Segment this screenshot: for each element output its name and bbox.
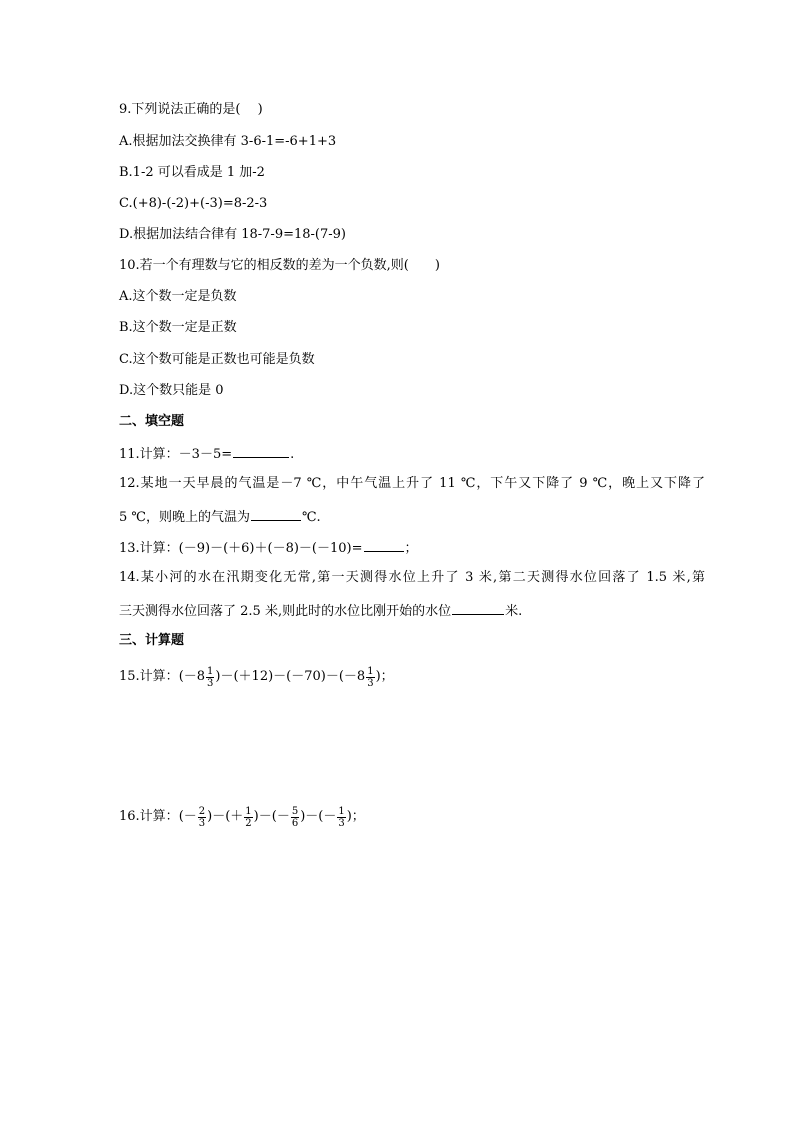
question-11-text: 11.计算：－3－5= (119, 447, 233, 462)
term-close: ) (215, 669, 221, 684)
question-9-option-c: C.(+8)-(-2)+(-3)=8-2-3 (119, 196, 268, 211)
document-page (119, 0, 709, 1123)
question-14-suffix: 米. (505, 604, 523, 619)
question-12-line-2 (119, 508, 321, 526)
term-open: (－ (271, 809, 290, 824)
question-11-suffix: . (290, 447, 295, 462)
question-10-stem: 10.若一个有理数与它的相反数的差为一个负数,则( ) (119, 258, 440, 273)
answer-blank (364, 539, 404, 552)
question-11 (119, 445, 294, 463)
question-13-text: 13.计算：(－9)－(＋6)＋(－8)－(－10)= (119, 541, 363, 556)
fraction (206, 666, 214, 689)
term-open: (－8 (338, 669, 366, 684)
question-9-option-b: B.1-2 可以看成是 1 加-2 (119, 165, 265, 180)
fraction-numerator: 1 (245, 805, 252, 817)
question-10-option-a: A.这个数一定是负数 (119, 289, 237, 304)
fraction (366, 666, 374, 689)
fraction (244, 806, 252, 829)
term-open: (－ (318, 809, 337, 824)
answer-blank (452, 602, 504, 615)
question-16-expression (119, 804, 365, 830)
question-13-suffix: ； (404, 541, 418, 556)
answer-blank (251, 508, 301, 521)
fraction (337, 806, 345, 829)
fraction-denominator: 3 (338, 817, 345, 829)
question-10-option-b: B.这个数一定是正数 (119, 320, 237, 335)
term-open: (－8 (178, 669, 206, 684)
term-close: )－ (207, 809, 226, 824)
fraction-denominator: 3 (198, 817, 206, 829)
fraction-numerator: 2 (198, 805, 206, 817)
term-close: )－ (300, 809, 319, 824)
term-close: )－ (253, 809, 272, 824)
term-close: )； (346, 809, 365, 824)
question-12-text: 5 ℃，则晚上的气温为 (119, 510, 250, 525)
fraction-numerator: 1 (338, 805, 345, 817)
question-9-option-d: D.根据加法结合律有 18-7-9=18-(7-9) (119, 227, 346, 242)
fraction-numerator: 1 (207, 665, 214, 677)
section-heading-calculation: 三、计算题 (119, 633, 185, 648)
question-15-expression (119, 664, 394, 690)
fraction-denominator: 3 (367, 677, 374, 689)
question-9-option-a: A.根据加法交换律有 3-6-1=-6+1+3 (119, 134, 337, 149)
question-9-stem: 9.下列说法正确的是( ) (119, 102, 263, 117)
expression-middle: －(＋12)－(－70)－ (220, 669, 339, 684)
question-12-suffix: ℃. (301, 510, 321, 525)
question-14-line-2 (119, 602, 522, 620)
question-14-text: 三天测得水位回落了 2.5 米,则此时的水位比刚开始的水位 (119, 604, 452, 619)
fraction-denominator: 3 (207, 677, 214, 689)
question-10-option-c: C.这个数可能是正数也可能是负数 (119, 352, 315, 367)
question-14-line-1: 14.某小河的水在汛期变化无常,第一天测得水位上升了 3 米,第二天测得水位回落了 1.5 米,第 (119, 570, 705, 585)
question-12-line-1: 12.某地一天早晨的气温是－7 ℃，中午气温上升了 11 ℃，下午又下降了 9 ℃，晚上又下降了 (119, 476, 705, 491)
fraction-denominator: 6 (291, 817, 299, 829)
fraction (198, 806, 206, 829)
fraction (291, 806, 299, 829)
term-open: (－ (178, 809, 197, 824)
question-16-label: 16.计算： (119, 809, 179, 824)
question-15-label: 15.计算： (119, 669, 179, 684)
answer-blank (233, 445, 289, 458)
question-10-option-d: D.这个数只能是 0 (119, 383, 224, 398)
question-16 (119, 804, 365, 830)
term-close: )； (375, 669, 394, 684)
section-heading-fill-in: 二、填空题 (119, 414, 185, 429)
question-13 (119, 539, 418, 557)
question-15 (119, 664, 394, 690)
fraction-denominator: 2 (245, 817, 252, 829)
fraction-numerator: 1 (367, 665, 374, 677)
fraction-numerator: 5 (291, 805, 299, 817)
term-open: (＋ (225, 809, 244, 824)
